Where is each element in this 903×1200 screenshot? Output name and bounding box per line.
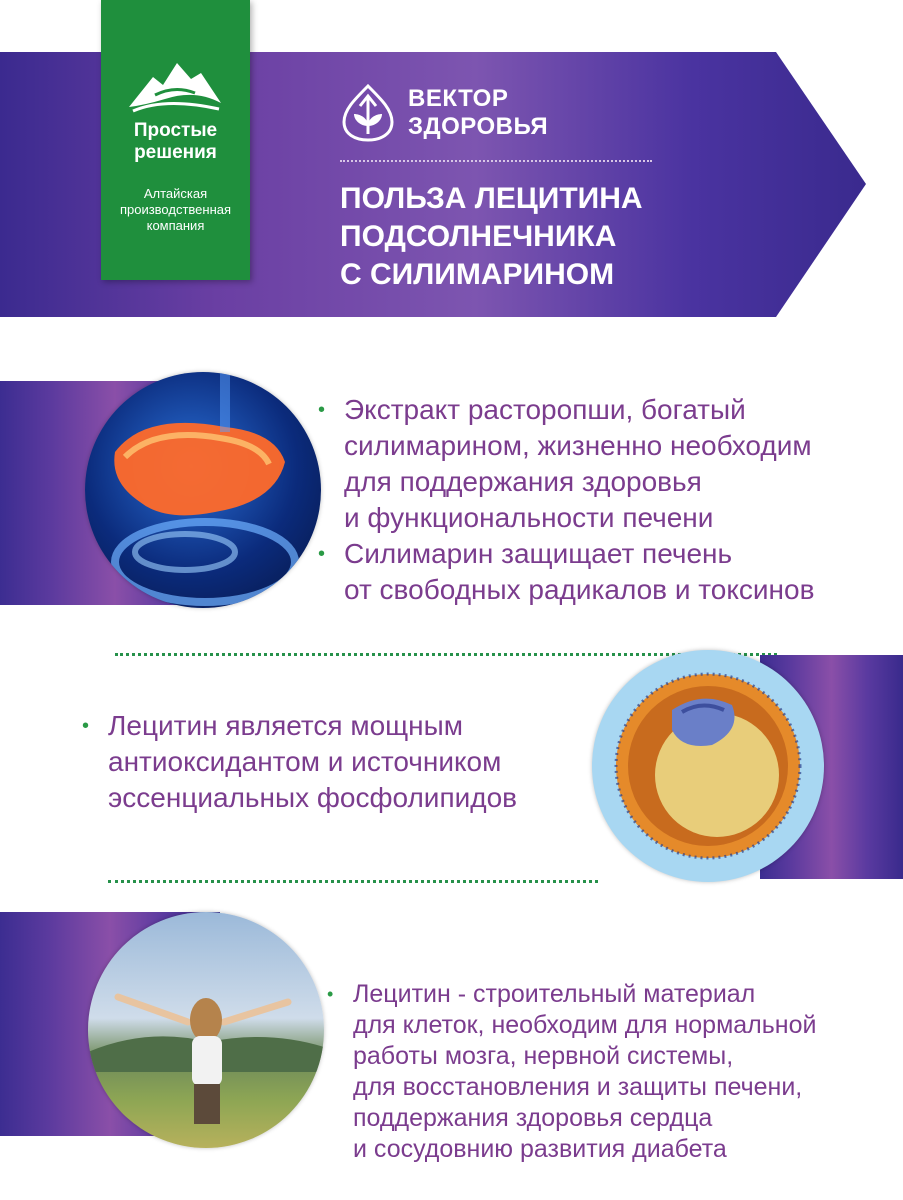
list-item bbox=[318, 392, 814, 536]
list-item bbox=[327, 979, 816, 1165]
partner-name-line1: ВЕКТОР bbox=[408, 85, 509, 112]
bullet-text: от свободных радикалов и токсинов bbox=[344, 574, 815, 605]
woman-in-field-icon bbox=[88, 912, 324, 1148]
list-item bbox=[82, 708, 517, 816]
bullet-text: для поддержания здоровья bbox=[344, 466, 702, 497]
section-divider bbox=[108, 880, 598, 883]
list-item bbox=[318, 536, 814, 608]
bullet-text: и сосудовнию развития диабета bbox=[353, 1135, 727, 1163]
brand-name-line1: Простые bbox=[133, 120, 218, 141]
bullet-dot-icon: • bbox=[327, 984, 334, 1004]
woman-in-field-image bbox=[88, 912, 324, 1148]
brand-subtitle bbox=[101, 186, 250, 234]
brand-tab bbox=[101, 0, 250, 280]
title-line3: С СИЛИМАРИНОМ bbox=[340, 258, 615, 291]
bullet-text: поддержания здоровья сердца bbox=[353, 1104, 713, 1132]
header-divider bbox=[340, 160, 652, 162]
brand-name bbox=[101, 120, 250, 164]
title-line1: ПОЛЬЗА ЛЕЦИТИНА bbox=[340, 182, 643, 215]
bullet-text: эссенциальных фосфолипидов bbox=[108, 782, 518, 813]
brand-subtitle-line3: компания bbox=[146, 218, 205, 233]
brand-subtitle-line2: производственная bbox=[119, 202, 232, 217]
bullet-text: силимарином, жизненно необходим bbox=[344, 430, 812, 461]
bullet-text: Экстракт расторопши, богатый bbox=[344, 394, 746, 425]
partner-name bbox=[408, 85, 548, 141]
bullet-text: антиоксидантом и источником bbox=[108, 746, 502, 777]
bullet-text: для восстановления и защиты печени, bbox=[353, 1073, 803, 1101]
lipid-particle-icon bbox=[592, 650, 824, 882]
brand-subtitle-line1: Алтайская bbox=[143, 186, 208, 201]
lipid-particle-image bbox=[592, 650, 824, 882]
vektor-zdorovya-logo-icon bbox=[338, 82, 398, 144]
section1-bullets bbox=[318, 392, 814, 608]
liver-illustration-icon bbox=[85, 372, 321, 608]
liver-image bbox=[85, 372, 321, 608]
brand-name-line2: решения bbox=[134, 142, 217, 163]
bullet-text: Лецитин - строительный материал bbox=[353, 980, 756, 1008]
section2-bullets bbox=[82, 708, 517, 816]
bullet-dot-icon: • bbox=[318, 399, 326, 421]
page-title bbox=[340, 180, 643, 294]
bullet-text: работы мозга, нервной системы, bbox=[353, 1042, 734, 1070]
bullet-text: Силимарин защищает печень bbox=[344, 538, 733, 569]
partner-name-line2: ЗДОРОВЬЯ bbox=[408, 113, 549, 140]
section3-bullets bbox=[327, 979, 816, 1165]
bullet-text: и функциональности печени bbox=[344, 502, 714, 533]
bullet-text: для клеток, необходим для нормальной bbox=[353, 1011, 817, 1039]
title-line2: ПОДСОЛНЕЧНИКА bbox=[340, 220, 617, 253]
bullet-dot-icon: • bbox=[318, 543, 326, 565]
bullet-dot-icon: • bbox=[82, 715, 90, 737]
bullet-text: Лецитин является мощным bbox=[108, 710, 464, 741]
mountain-logo-icon bbox=[125, 55, 225, 115]
